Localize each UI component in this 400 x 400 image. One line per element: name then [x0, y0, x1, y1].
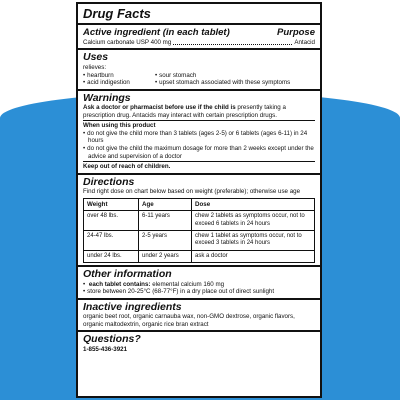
questions-phone: 1-855-436-3921 — [83, 345, 128, 353]
table-row — [84, 250, 315, 262]
column-header-weight: Weight — [84, 198, 139, 211]
divider — [78, 330, 320, 332]
drug-facts-title: Drug Facts — [83, 6, 151, 21]
purpose-value: Antacid — [294, 38, 315, 46]
drug-facts-panel — [76, 2, 322, 398]
directions-intro: Find right dose on chart below based on weight (preferable); otherwise use age — [83, 188, 301, 196]
divider — [78, 48, 320, 50]
divider — [78, 298, 320, 300]
warnings-heading: Warnings — [83, 91, 131, 104]
uses-intro: relieves: — [83, 63, 107, 71]
divider — [83, 120, 315, 121]
questions-heading: Questions? — [83, 333, 141, 346]
uses-item: • heartburn — [83, 72, 149, 80]
uses-item: • acid indigestion — [83, 79, 149, 87]
table-row — [84, 211, 315, 231]
table-cell: chew 1 tablet as symptoms occur, not to exceed 3 tablets in 24 hours — [192, 231, 315, 251]
uses-item: • upset stomach associated with these symptoms — [155, 79, 315, 87]
table-cell: chew 2 tablets as symptoms occur, not to exceed 6 tablets in 24 hours — [192, 211, 315, 231]
other-info-item: • store between 20-25°C (68-77°F) in a dry place out of direct sunlight — [83, 288, 315, 296]
warnings-ask-bold: Ask a doctor or pharmacist before use if the child is — [83, 104, 236, 112]
table-cell: 6-11 years — [139, 211, 192, 231]
divider — [78, 265, 320, 267]
warnings-ask-doctor — [83, 104, 315, 119]
divider — [83, 161, 315, 162]
warnings-ask-rest: presently taking a prescription drug. Antacids may interact with certain prescription drugs. — [83, 104, 286, 119]
active-ingredient-value: Calcium carbonate USP 400 mg — [83, 38, 172, 46]
warning-item: • do not give the child more than 3 tablets (ages 2-5) or 6 tablets (ages 6-11) in 24 hours — [83, 130, 315, 145]
divider — [78, 23, 320, 25]
inactive-ingredients-text: organic beet root, organic carnauba wax, non-GMO dextrose, organic flavors, organic maltodextrin, organic rice bran extract — [83, 313, 295, 328]
column-header-dose: Dose — [192, 198, 315, 211]
table-row — [84, 231, 315, 251]
uses-list — [83, 72, 315, 87]
divider — [78, 89, 320, 91]
purpose-heading: Purpose — [276, 27, 315, 39]
other-info-item — [83, 281, 315, 289]
uses-heading: Uses — [83, 51, 109, 64]
other-info-rest: elemental calcium 160 mg — [152, 280, 225, 288]
other-information-heading: Other information — [83, 267, 172, 280]
table-cell: over 48 lbs. — [84, 211, 139, 231]
inactive-ingredients-heading: Inactive ingredients — [83, 300, 182, 313]
divider — [78, 173, 320, 175]
keep-out-of-reach: Keep out of reach of children. — [83, 163, 171, 171]
active-ingredient-header — [83, 27, 315, 39]
table-cell: 2-5 years — [139, 231, 192, 251]
active-ingredient-heading: Active ingredient (in each tablet) — [83, 27, 230, 39]
table-cell: under 24 lbs. — [84, 250, 139, 262]
table-cell: ask a doctor — [192, 250, 315, 262]
uses-item: • sour stomach — [155, 72, 315, 80]
active-ingredient-row — [83, 39, 315, 47]
dot-leader — [173, 44, 292, 45]
directions-heading: Directions — [83, 175, 135, 188]
warning-item: • do not give the child the maximum dosage for more than 2 weeks except under the advice and supervision of a doctor — [83, 145, 315, 160]
table-cell: under 2 years — [139, 250, 192, 262]
table-cell: 24-47 lbs. — [84, 231, 139, 251]
when-using-heading: When using this product — [83, 122, 156, 130]
other-info-bold: each tablet contains: — [88, 280, 151, 288]
table-header-row — [84, 198, 315, 211]
column-header-age: Age — [139, 198, 192, 211]
dosage-table — [83, 198, 315, 263]
